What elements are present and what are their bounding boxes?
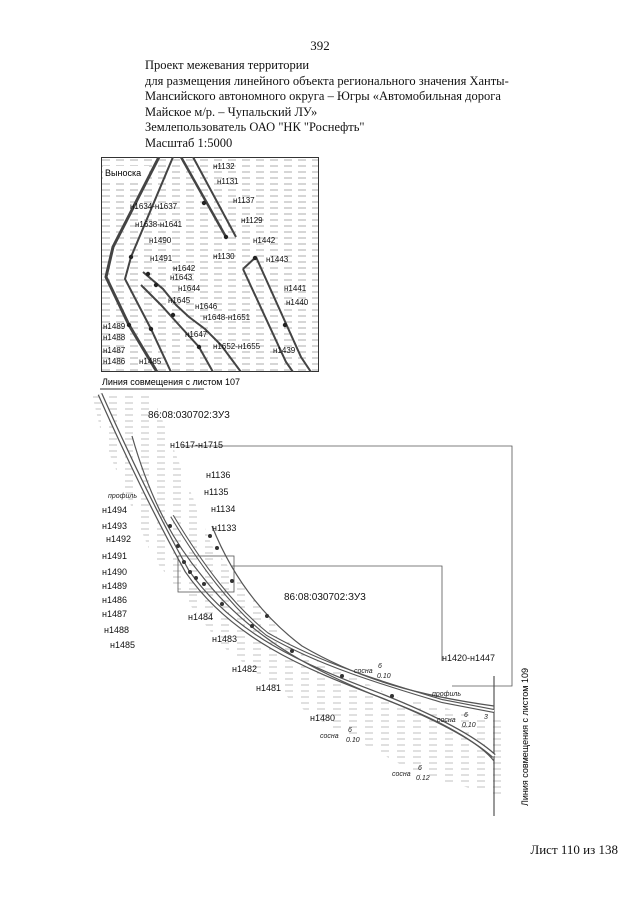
- point-label: н1133: [212, 523, 237, 533]
- inset-label: н1442: [253, 236, 276, 245]
- combine-line-top: Линия совмещения с листом 107: [102, 377, 240, 387]
- header-line-6: Масштаб 1:5000: [145, 135, 233, 150]
- inset-title: Выноска: [105, 168, 142, 178]
- tree-exponent: 3: [484, 714, 488, 721]
- tree-number: 6: [418, 765, 422, 772]
- inset-label: н1642: [173, 264, 196, 273]
- tree-number: 6: [348, 727, 352, 734]
- tree-label: сосна: [392, 771, 411, 778]
- parcel-label-lower: 86:08:030702:ЗУ3: [284, 592, 366, 603]
- inset-label: н1638-н1641: [135, 220, 183, 229]
- tree-fraction: 0.12: [416, 775, 430, 782]
- point-label: н1493: [102, 521, 127, 531]
- header-line-1: Проект межевания территории: [145, 58, 310, 72]
- inset-label: н1131: [217, 177, 239, 186]
- inset-label: н1489: [103, 322, 126, 331]
- main-map: [92, 376, 542, 816]
- inset-label: н1488: [103, 333, 126, 342]
- point-label: н1481: [256, 683, 281, 693]
- inset-label: н1487: [103, 346, 126, 355]
- inset-label: н1643: [170, 273, 193, 282]
- tree-label: сосна: [320, 733, 339, 740]
- point-label: н1490: [102, 567, 127, 577]
- sheet-number: Лист 110 из 138: [530, 842, 618, 857]
- tree-fraction: 0.10: [462, 722, 476, 729]
- range-label-right: н1420-н1447: [442, 653, 495, 663]
- tree-number: 6: [378, 663, 382, 670]
- point-label: н1136: [206, 470, 231, 480]
- point-label: н1134: [211, 504, 236, 514]
- point-label: н1494: [102, 505, 127, 515]
- header-line-4: Майское м/р. – Чупальский ЛУ»: [145, 104, 318, 119]
- document-header: [145, 58, 565, 151]
- combine-line-right: Линия совмещения с листом 109: [520, 668, 530, 806]
- range-label-top: н1617-н1715: [170, 440, 223, 450]
- inset-label: н1646: [195, 302, 218, 311]
- inset-label: н1645: [168, 296, 191, 305]
- tree-number: 6: [464, 712, 468, 719]
- inset-label: н1130: [213, 252, 235, 261]
- point-label: н1492: [106, 534, 131, 544]
- profile-label: профиль: [108, 493, 138, 500]
- inset-label: н1486: [103, 357, 126, 366]
- inset-label: н1129: [241, 216, 263, 225]
- inset-label: н1652-н1655: [213, 342, 261, 351]
- inset-label: н1440: [286, 298, 309, 307]
- point-label: н1491: [102, 551, 127, 561]
- header-line-2: для размещения линейного объекта регионального значения Ханты-: [145, 73, 509, 88]
- profile-label: профиль: [432, 691, 462, 698]
- inset-label: н1647: [185, 330, 208, 339]
- header-line-3: Мансийского автономного округа – Югры «Автомобильная дорога: [145, 89, 501, 103]
- inset-label: н1439: [273, 346, 296, 355]
- point-label: н1489: [102, 581, 127, 591]
- tree-label: сосна: [354, 668, 373, 675]
- inset-label: н1490: [149, 236, 172, 245]
- inset-label: н1132: [213, 162, 235, 171]
- inset-map: [101, 157, 319, 372]
- inset-label: н1644: [178, 284, 201, 293]
- point-label: н1480: [310, 713, 335, 723]
- point-label: н1483: [212, 634, 237, 644]
- point-label: н1484: [188, 612, 213, 622]
- point-label: н1486: [102, 595, 127, 605]
- page-number: 392: [310, 38, 330, 53]
- point-label: н1135: [204, 487, 229, 497]
- tree-label: сосна: [437, 717, 456, 724]
- point-label: н1482: [232, 664, 257, 674]
- point-label: н1487: [102, 609, 127, 619]
- header-line-5: Землепользователь ОАО "НК "Роснефть": [145, 120, 365, 134]
- inset-label: н1443: [266, 255, 289, 264]
- inset-label: н1648-н1651: [203, 313, 251, 322]
- inset-label: н1491: [150, 254, 173, 263]
- inset-label: н1485: [139, 357, 162, 366]
- inset-label: н1634-н1637: [130, 202, 178, 211]
- point-label: н1488: [104, 625, 129, 635]
- point-label: н1485: [110, 640, 135, 650]
- parcel-label-upper: 86:08:030702:ЗУ3: [148, 410, 230, 421]
- tree-fraction: 0.10: [346, 737, 360, 744]
- tree-fraction: 0.10: [377, 673, 391, 680]
- inset-label: н1137: [233, 196, 255, 205]
- inset-label: н1441: [284, 284, 307, 293]
